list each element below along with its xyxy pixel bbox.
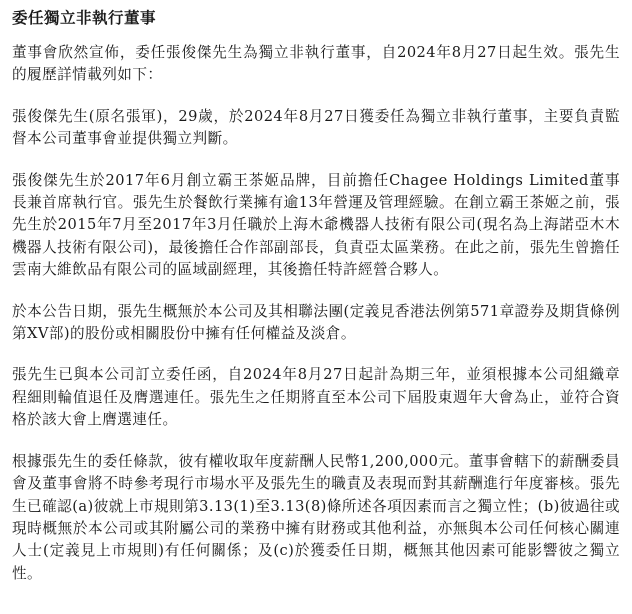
paragraph-appointment: 董事會欣然宣佈，委任張俊傑先生為獨立非執行董事，自2024年8月27日起生效。張先生的履歷詳情載列如下：: [12, 44, 620, 84]
paragraph-profile: 張俊傑先生(原名張軍)，29歲，於2024年8月27日獲委任為獨立非執行董事，主要負責監督本公司董事會並提供獨立判斷。: [12, 107, 620, 148]
announcement-section: [12, 8, 620, 585]
section-heading: 委任獨立非執行董事: [12, 9, 157, 27]
paragraph-remuneration: 根據張先生的委任條款，彼有權收取年度薪酬人民幣1,200,000元。董事會轄下的薪酬委員會及董事會將不時參考現行市場水平及張先生的職責及表現而對其薪酬進行年度審核。張先生已確認(a)彼就上市規則第3.13(1)至3.13(8)條所述各項因素而言之獨立性；(b)彼過往或現時概無於本公司或其附屬公司的業務中擁有財務或其他利益，亦無與本公司任何核心關連人士(定義見上市規則)有任何關係；及(c)於獲委任日期，概無其他因素可能影響彼之獨立性。: [12, 452, 620, 582]
paragraph-experience: 張俊傑先生於2017年6月創立霸王茶姬品牌，目前擔任Chagee Holdings Limited董事長兼首席執行官。張先生於餐飲行業擁有逾13年營運及管理經驗。在創立霸王茶姬之前，張先生於2015年7月至2017年3月任職於上海木爺機器人技術有限公司(現名為上海諾亞木木機器人技術有限公司)，最後擔任合作部副部長，負責亞太區業務。在此之前，張先生曾擔任雲南大維飲品有限公司的區域副經理，其後擔任特許經營合夥人。: [12, 171, 620, 279]
paragraph-interests: 於本公告日期，張先生概無於本公司及其相聯法團(定義見香港法例第571章證券及期貨條例第XV部)的股份或相關股份中擁有任何權益及淡倉。: [12, 302, 620, 343]
paragraph-term: 張先生已與本公司訂立委任函，自2024年8月27日起計為期三年，並須根據本公司組織章程細則輪值退任及膺選連任。張先生之任期將直至本公司下屆股東週年大會為止，並符合資格於該大會上膺選連任。: [12, 366, 620, 429]
